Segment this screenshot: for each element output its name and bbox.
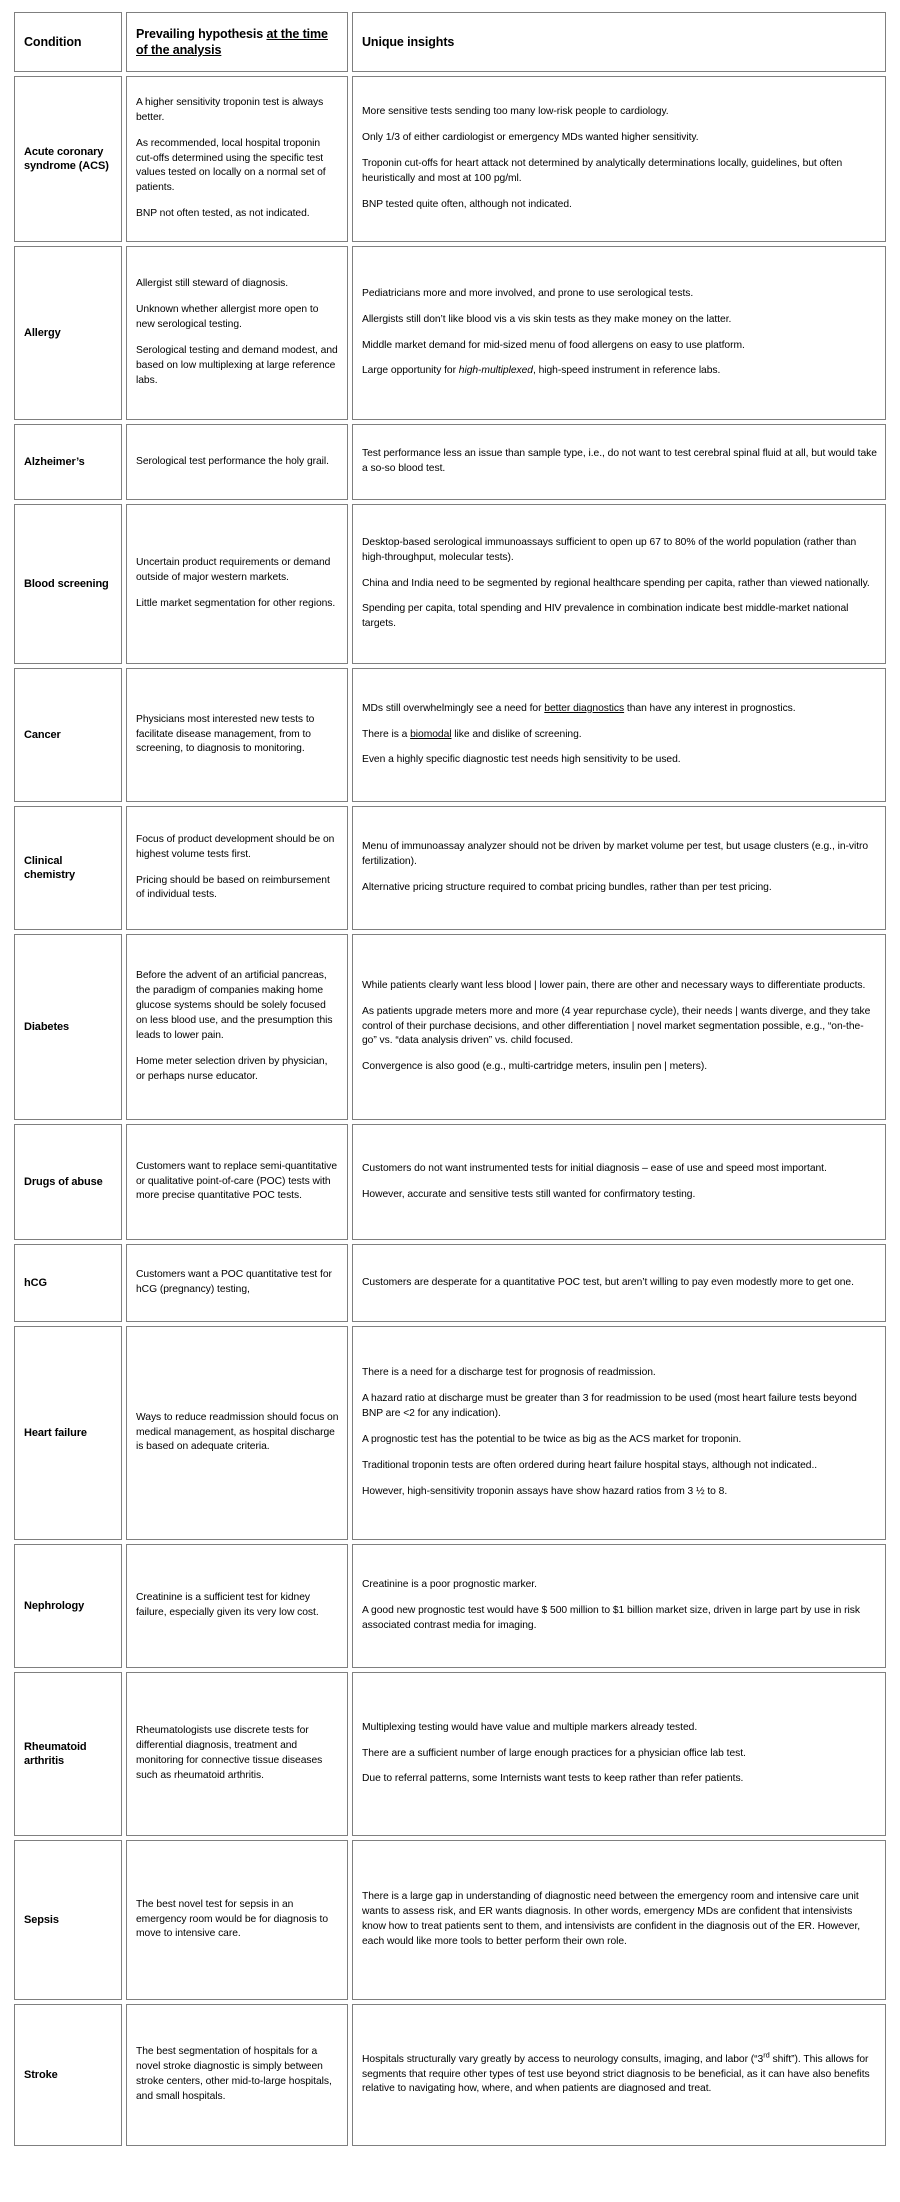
- hypothesis-paragraph: Unknown whether allergist more open to new serological testing.: [136, 304, 319, 331]
- hypothesis-paragraph: Focus of product development should be on highest volume tests first.: [136, 833, 335, 860]
- hypothesis-paragraph: Rheumatologists use discrete tests for differential diagnosis, treatment and monitoring for connective tissue diseases such as rheumatoid arthritis.: [136, 1725, 323, 1781]
- table-row: [14, 1244, 886, 1322]
- cell-hypothesis: [126, 668, 348, 802]
- hypothesis-paragraph: Physicians most interested new tests to facilitate disease management, from to screening, to diagnosis to monitoring.: [136, 713, 315, 755]
- cell-insights: [352, 1124, 886, 1240]
- cell-insights: [352, 2004, 886, 2146]
- ordinal-superscript: rd: [763, 2050, 770, 2060]
- insight-paragraph: China and India need to be segmented by regional healthcare spending per capita, rather than viewed nationally.: [362, 577, 870, 589]
- cell-insights: [352, 806, 886, 930]
- hypothesis-paragraph: Uncertain product requirements or demand outside of major western markets.: [136, 557, 331, 584]
- insight-paragraph: There is a large gap in understanding of diagnostic need between the emergency room and intensive care unit wants to assess risk, and ER wants diagnosis. In other words, emergency MDs are confident that intensivists know how to treat patients sent to them, and intensivists are confident in the diagnosis out of the ER. However, each would like more tools to better perform their own role.: [362, 1891, 861, 1947]
- cell-hypothesis: [126, 1672, 348, 1836]
- insight-paragraph: Due to referral patterns, some Internists want tests to keep rather than refer patients.: [362, 1773, 744, 1785]
- condition-label: Stroke: [24, 2068, 58, 2081]
- condition-label: Clinical chemistry: [24, 854, 76, 881]
- condition-label: Allergy: [24, 326, 61, 339]
- table-body: [14, 76, 886, 2146]
- insight-paragraph: While patients clearly want less blood | lower pain, there are other and necessary ways to differentiate products.: [362, 979, 866, 991]
- cell-condition: [14, 1124, 122, 1240]
- cell-condition: [14, 934, 122, 1120]
- cell-insights: [352, 246, 886, 420]
- condition-label: Drugs of abuse: [24, 1175, 103, 1188]
- table-row: [14, 424, 886, 500]
- cell-condition: [14, 1672, 122, 1836]
- hypothesis-paragraph: A higher sensitivity troponin test is always better.: [136, 96, 324, 123]
- insight-paragraph: Large opportunity for high-multiplexed, high-speed instrument in reference labs.: [362, 365, 721, 377]
- insight-paragraph: Creatinine is a poor prognostic marker.: [362, 1579, 537, 1591]
- column-header-hypothesis-label: [136, 26, 339, 58]
- insight-paragraph: There are a sufficient number of large enough practices for a physician office lab test.: [362, 1747, 746, 1759]
- condition-label: Cancer: [24, 728, 61, 741]
- cell-condition: [14, 1244, 122, 1322]
- cell-hypothesis: [126, 424, 348, 500]
- cell-hypothesis: [126, 1244, 348, 1322]
- emphasis-text: high-multiplexed: [458, 365, 533, 377]
- insight-paragraph: A good new prognostic test would have $ 500 million to $1 billion market size, driven in large part by use in risk associated contrast media for imaging.: [362, 1605, 860, 1631]
- table-row: [14, 1840, 886, 2000]
- table-row: [14, 934, 886, 1120]
- column-header-insights-label: Unique insights: [362, 35, 455, 49]
- cell-hypothesis: [126, 1544, 348, 1668]
- table-row: [14, 668, 886, 802]
- table-row: [14, 76, 886, 242]
- insight-paragraph: Menu of immunoassay analyzer should not be driven by market volume per test, but usage clusters (e.g., in-vitro fertilization).: [362, 841, 869, 868]
- insight-paragraph: Customers do not want instrumented tests for initial diagnosis – ease of use and speed most important.: [362, 1162, 827, 1174]
- table-row: [14, 1544, 886, 1668]
- cell-condition: [14, 668, 122, 802]
- column-header-condition-label: Condition: [24, 35, 82, 49]
- hypothesis-paragraph: Customers want to replace semi-quantitative or qualitative point-of-care (POC) tests with more precise quantitative POC tests.: [136, 1160, 338, 1202]
- hypothesis-paragraph: The best novel test for sepsis in an emergency room would be for diagnosis to move to intensive care.: [136, 1898, 329, 1940]
- cell-insights: [352, 424, 886, 500]
- hypothesis-header-underlined: at the time of the analysis: [136, 27, 328, 57]
- cell-insights: [352, 1544, 886, 1668]
- table-row: [14, 504, 886, 664]
- insight-paragraph: More sensitive tests sending too many low-risk people to cardiology.: [362, 106, 669, 118]
- condition-label: Rheumatoid arthritis: [24, 1740, 87, 1767]
- hypothesis-paragraph: As recommended, local hospital troponin cut-offs determined using the specific test values tested on locally on a normal set of patients.: [136, 137, 326, 194]
- cell-hypothesis: [126, 504, 348, 664]
- hypothesis-paragraph: Pricing should be based on reimbursement of individual tests.: [136, 874, 330, 901]
- condition-insights-table: [10, 8, 890, 2150]
- hypothesis-paragraph: The best segmentation of hospitals for a novel stroke diagnostic is simply between stroke centers, other mid-to-large hospitals, and small hospitals.: [136, 2046, 332, 2102]
- column-header-condition: [14, 12, 122, 72]
- table-row: [14, 1672, 886, 1836]
- table-row: [14, 1124, 886, 1240]
- condition-label: Alzheimer’s: [24, 455, 85, 468]
- table-row: [14, 806, 886, 930]
- table-row: [14, 2004, 886, 2146]
- column-header-insights: [352, 12, 886, 72]
- cell-hypothesis: [126, 2004, 348, 2146]
- cell-insights: [352, 1326, 886, 1540]
- cell-insights: [352, 504, 886, 664]
- cell-condition: [14, 76, 122, 242]
- hypothesis-header-plain: Prevailing hypothesis: [136, 27, 267, 41]
- table-row: [14, 1326, 886, 1540]
- table-row: [14, 246, 886, 420]
- condition-label: Heart failure: [24, 1426, 87, 1439]
- insight-paragraph: Alternative pricing structure required to combat pricing bundles, rather than per test pricing.: [362, 881, 772, 893]
- cell-insights: [352, 1840, 886, 2000]
- condition-label: Sepsis: [24, 1913, 59, 1926]
- table-header-row: [14, 12, 886, 72]
- hypothesis-paragraph: Serological testing and demand modest, and based on low multiplexing at large reference labs.: [136, 345, 338, 386]
- cell-hypothesis: [126, 1840, 348, 2000]
- hypothesis-paragraph: Ways to reduce readmission should focus on medical management, as hospital discharge is based on adequate criteria.: [136, 1411, 339, 1453]
- condition-label: Nephrology: [24, 1599, 85, 1612]
- cell-condition: [14, 2004, 122, 2146]
- cell-condition: [14, 504, 122, 664]
- cell-condition: [14, 1840, 122, 2000]
- insight-paragraph: Pediatricians more and more involved, and prone to use serological tests.: [362, 287, 694, 299]
- insight-paragraph: Desktop-based serological immunoassays sufficient to open up 67 to 80% of the world population (rather than high-throughput, molecular tests).: [362, 536, 857, 563]
- underlined-text: better diagnostics: [544, 702, 625, 714]
- insight-paragraph: Troponin cut-offs for heart attack not determined by analytically determinations locally, guidelines, but often heuristically and most at 100 pg/ml.: [362, 158, 843, 184]
- cell-hypothesis: [126, 1124, 348, 1240]
- hypothesis-paragraph: Creatinine is a sufficient test for kidney failure, especially given its very low cost.: [136, 1592, 319, 1618]
- cell-hypothesis: [126, 76, 348, 242]
- insight-paragraph: Hospitals structurally vary greatly by access to neurology consults, imaging, and labor (“3rd shift”). This allows for segments that require other types of test use beyond strict diagnosis to be beneficial, as it can have also benefits relative to navigating how, where, and when patients are diagnosed and treat.: [362, 2050, 870, 2095]
- cell-condition: [14, 1326, 122, 1540]
- cell-insights: [352, 668, 886, 802]
- cell-condition: [14, 806, 122, 930]
- insight-paragraph: Allergists still don’t like blood vis a vis skin tests as they make money on the latter.: [362, 313, 732, 325]
- condition-label: hCG: [24, 1276, 47, 1289]
- hypothesis-paragraph: BNP not often tested, as not indicated.: [136, 208, 310, 220]
- hypothesis-paragraph: Serological test performance the holy grail.: [136, 455, 329, 467]
- insight-paragraph: Spending per capita, total spending and HIV prevalence in combination indicate best middle-market national targets.: [362, 603, 849, 630]
- condition-label: Acute coronary syndrome (ACS): [24, 145, 109, 172]
- insight-paragraph: BNP tested quite often, although not indicated.: [362, 198, 572, 210]
- cell-hypothesis: [126, 1326, 348, 1540]
- insight-paragraph: Only 1/3 of either cardiologist or emergency MDs wanted higher sensitivity.: [362, 132, 699, 144]
- insight-paragraph: Convergence is also good (e.g., multi-cartridge meters, insulin pen | meters).: [362, 1061, 708, 1073]
- insight-paragraph: There is a biomodal like and dislike of screening.: [362, 728, 582, 740]
- hypothesis-paragraph: Little market segmentation for other regions.: [136, 597, 336, 609]
- cell-hypothesis: [126, 934, 348, 1120]
- insight-paragraph: Middle market demand for mid-sized menu of food allergens on easy to use platform.: [362, 339, 745, 351]
- cell-insights: [352, 76, 886, 242]
- insight-paragraph: There is a need for a discharge test for prognosis of readmission.: [362, 1367, 656, 1379]
- insight-paragraph: As patients upgrade meters more and more (4 year repurchase cycle), their needs | wants diverge, and they take control of their purchase decisions, and other differentiation | novel market segmentation possible, e.g., “on-the-go” vs. “data analysis driven” vs. child focused.: [362, 1005, 871, 1047]
- insight-paragraph: However, high-sensitivity troponin assays have show hazard ratios from 3 ½ to 8.: [362, 1485, 728, 1497]
- insight-paragraph: Multiplexing testing would have value and multiple markers already tested.: [362, 1721, 698, 1733]
- insight-paragraph: Even a highly specific diagnostic test needs high sensitivity to be used.: [362, 754, 681, 766]
- insight-paragraph: A prognostic test has the potential to be twice as big as the ACS market for troponin.: [362, 1434, 742, 1445]
- cell-insights: [352, 1244, 886, 1322]
- cell-condition: [14, 246, 122, 420]
- condition-label: Blood screening: [24, 577, 109, 590]
- insight-paragraph: Traditional troponin tests are often ordered during heart failure hospital stays, although not indicated..: [362, 1459, 818, 1471]
- cell-insights: [352, 934, 886, 1120]
- cell-hypothesis: [126, 806, 348, 930]
- insight-paragraph: A hazard ratio at discharge must be greater than 3 for readmission to be used (most heart failure tests beyond BNP are <2 for any indication).: [362, 1393, 857, 1420]
- hypothesis-paragraph: Allergist still steward of diagnosis.: [136, 278, 289, 290]
- column-header-hypothesis: [126, 12, 348, 72]
- cell-hypothesis: [126, 246, 348, 420]
- table-header: [14, 12, 886, 72]
- insight-paragraph: MDs still overwhelmingly see a need for better diagnostics than have any interest in prognostics.: [362, 702, 796, 714]
- insight-paragraph: Test performance less an issue than sample type, i.e., do not want to test cerebral spinal fluid at all, but would take a so-so blood test.: [362, 448, 877, 474]
- insight-paragraph: However, accurate and sensitive tests still wanted for confirmatory testing.: [362, 1188, 696, 1200]
- insight-paragraph: Customers are desperate for a quantitative POC test, but aren’t willing to pay even modestly more to get one.: [362, 1276, 854, 1288]
- cell-condition: [14, 1544, 122, 1668]
- condition-label: Diabetes: [24, 1020, 70, 1033]
- hypothesis-paragraph: Before the advent of an artificial pancreas, the paradigm of companies making home glucose systems should be solely focused on less blood use, and the presumption this leads to lower pain.: [136, 970, 333, 1041]
- cell-condition: [14, 424, 122, 500]
- hypothesis-paragraph: Home meter selection driven by physician, or perhaps nurse educator.: [136, 1055, 328, 1082]
- cell-insights: [352, 1672, 886, 1836]
- underlined-text: biomodal: [410, 728, 452, 740]
- hypothesis-paragraph: Customers want a POC quantitative test for hCG (pregnancy) testing,: [136, 1269, 332, 1295]
